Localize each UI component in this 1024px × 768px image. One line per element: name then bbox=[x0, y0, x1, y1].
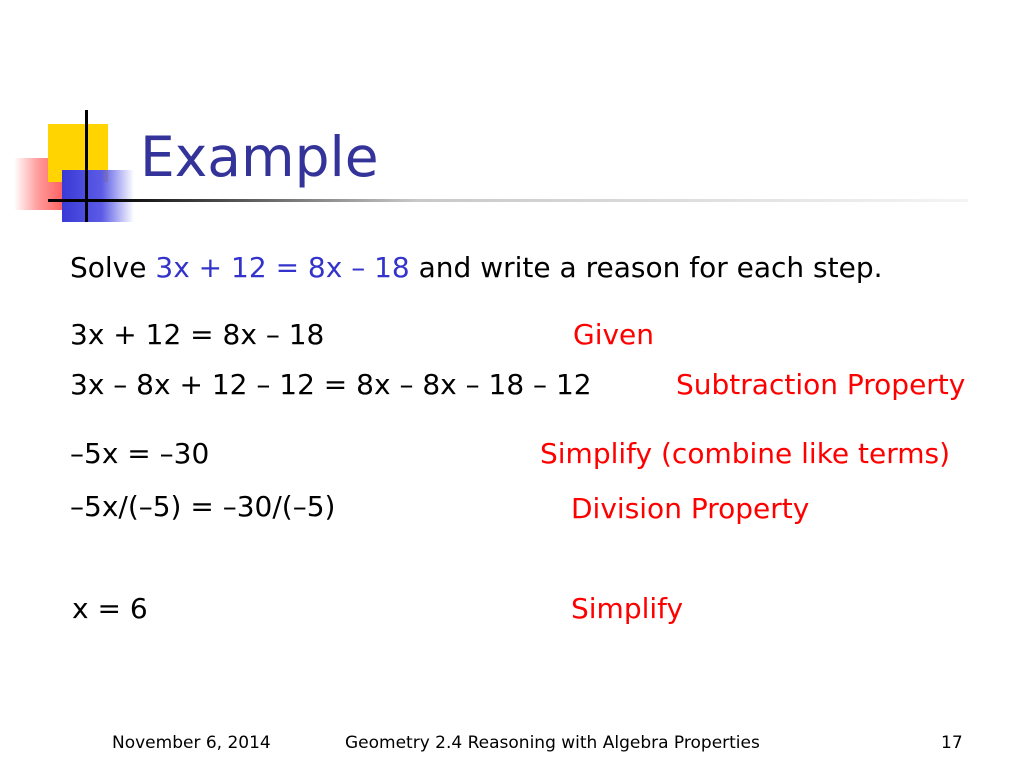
page-number: 17 bbox=[941, 733, 963, 753]
step-4-reason: Division Property bbox=[571, 492, 810, 525]
step-3-reason: Simplify (combine like terms) bbox=[540, 437, 951, 470]
intro-line bbox=[70, 251, 883, 285]
intro-equation: 3x + 12 = 8x – 18 bbox=[155, 251, 410, 284]
decorative-blue-square bbox=[62, 170, 134, 222]
step-1-reason: Given bbox=[573, 318, 655, 351]
step-1-equation: 3x + 12 = 8x – 18 bbox=[70, 318, 325, 351]
step-3-equation: –5x = –30 bbox=[70, 437, 210, 470]
step-4-equation: –5x/(–5) = –30/(–5) bbox=[70, 490, 336, 523]
title-underline bbox=[48, 199, 968, 202]
decorative-vertical-line bbox=[85, 110, 88, 222]
intro-suffix: and write a reason for each step. bbox=[409, 251, 883, 284]
step-2-equation: 3x – 8x + 12 – 12 = 8x – 8x – 18 – 12 bbox=[70, 368, 592, 401]
slide-title: Example bbox=[140, 125, 379, 189]
intro-prefix: Solve bbox=[70, 251, 156, 284]
step-5-equation: x = 6 bbox=[72, 592, 148, 625]
footer-course-title: Geometry 2.4 Reasoning with Algebra Properties bbox=[345, 733, 760, 753]
step-5-reason: Simplify bbox=[571, 592, 684, 625]
step-2-reason: Subtraction Property bbox=[676, 368, 966, 401]
footer-date: November 6, 2014 bbox=[112, 733, 271, 753]
